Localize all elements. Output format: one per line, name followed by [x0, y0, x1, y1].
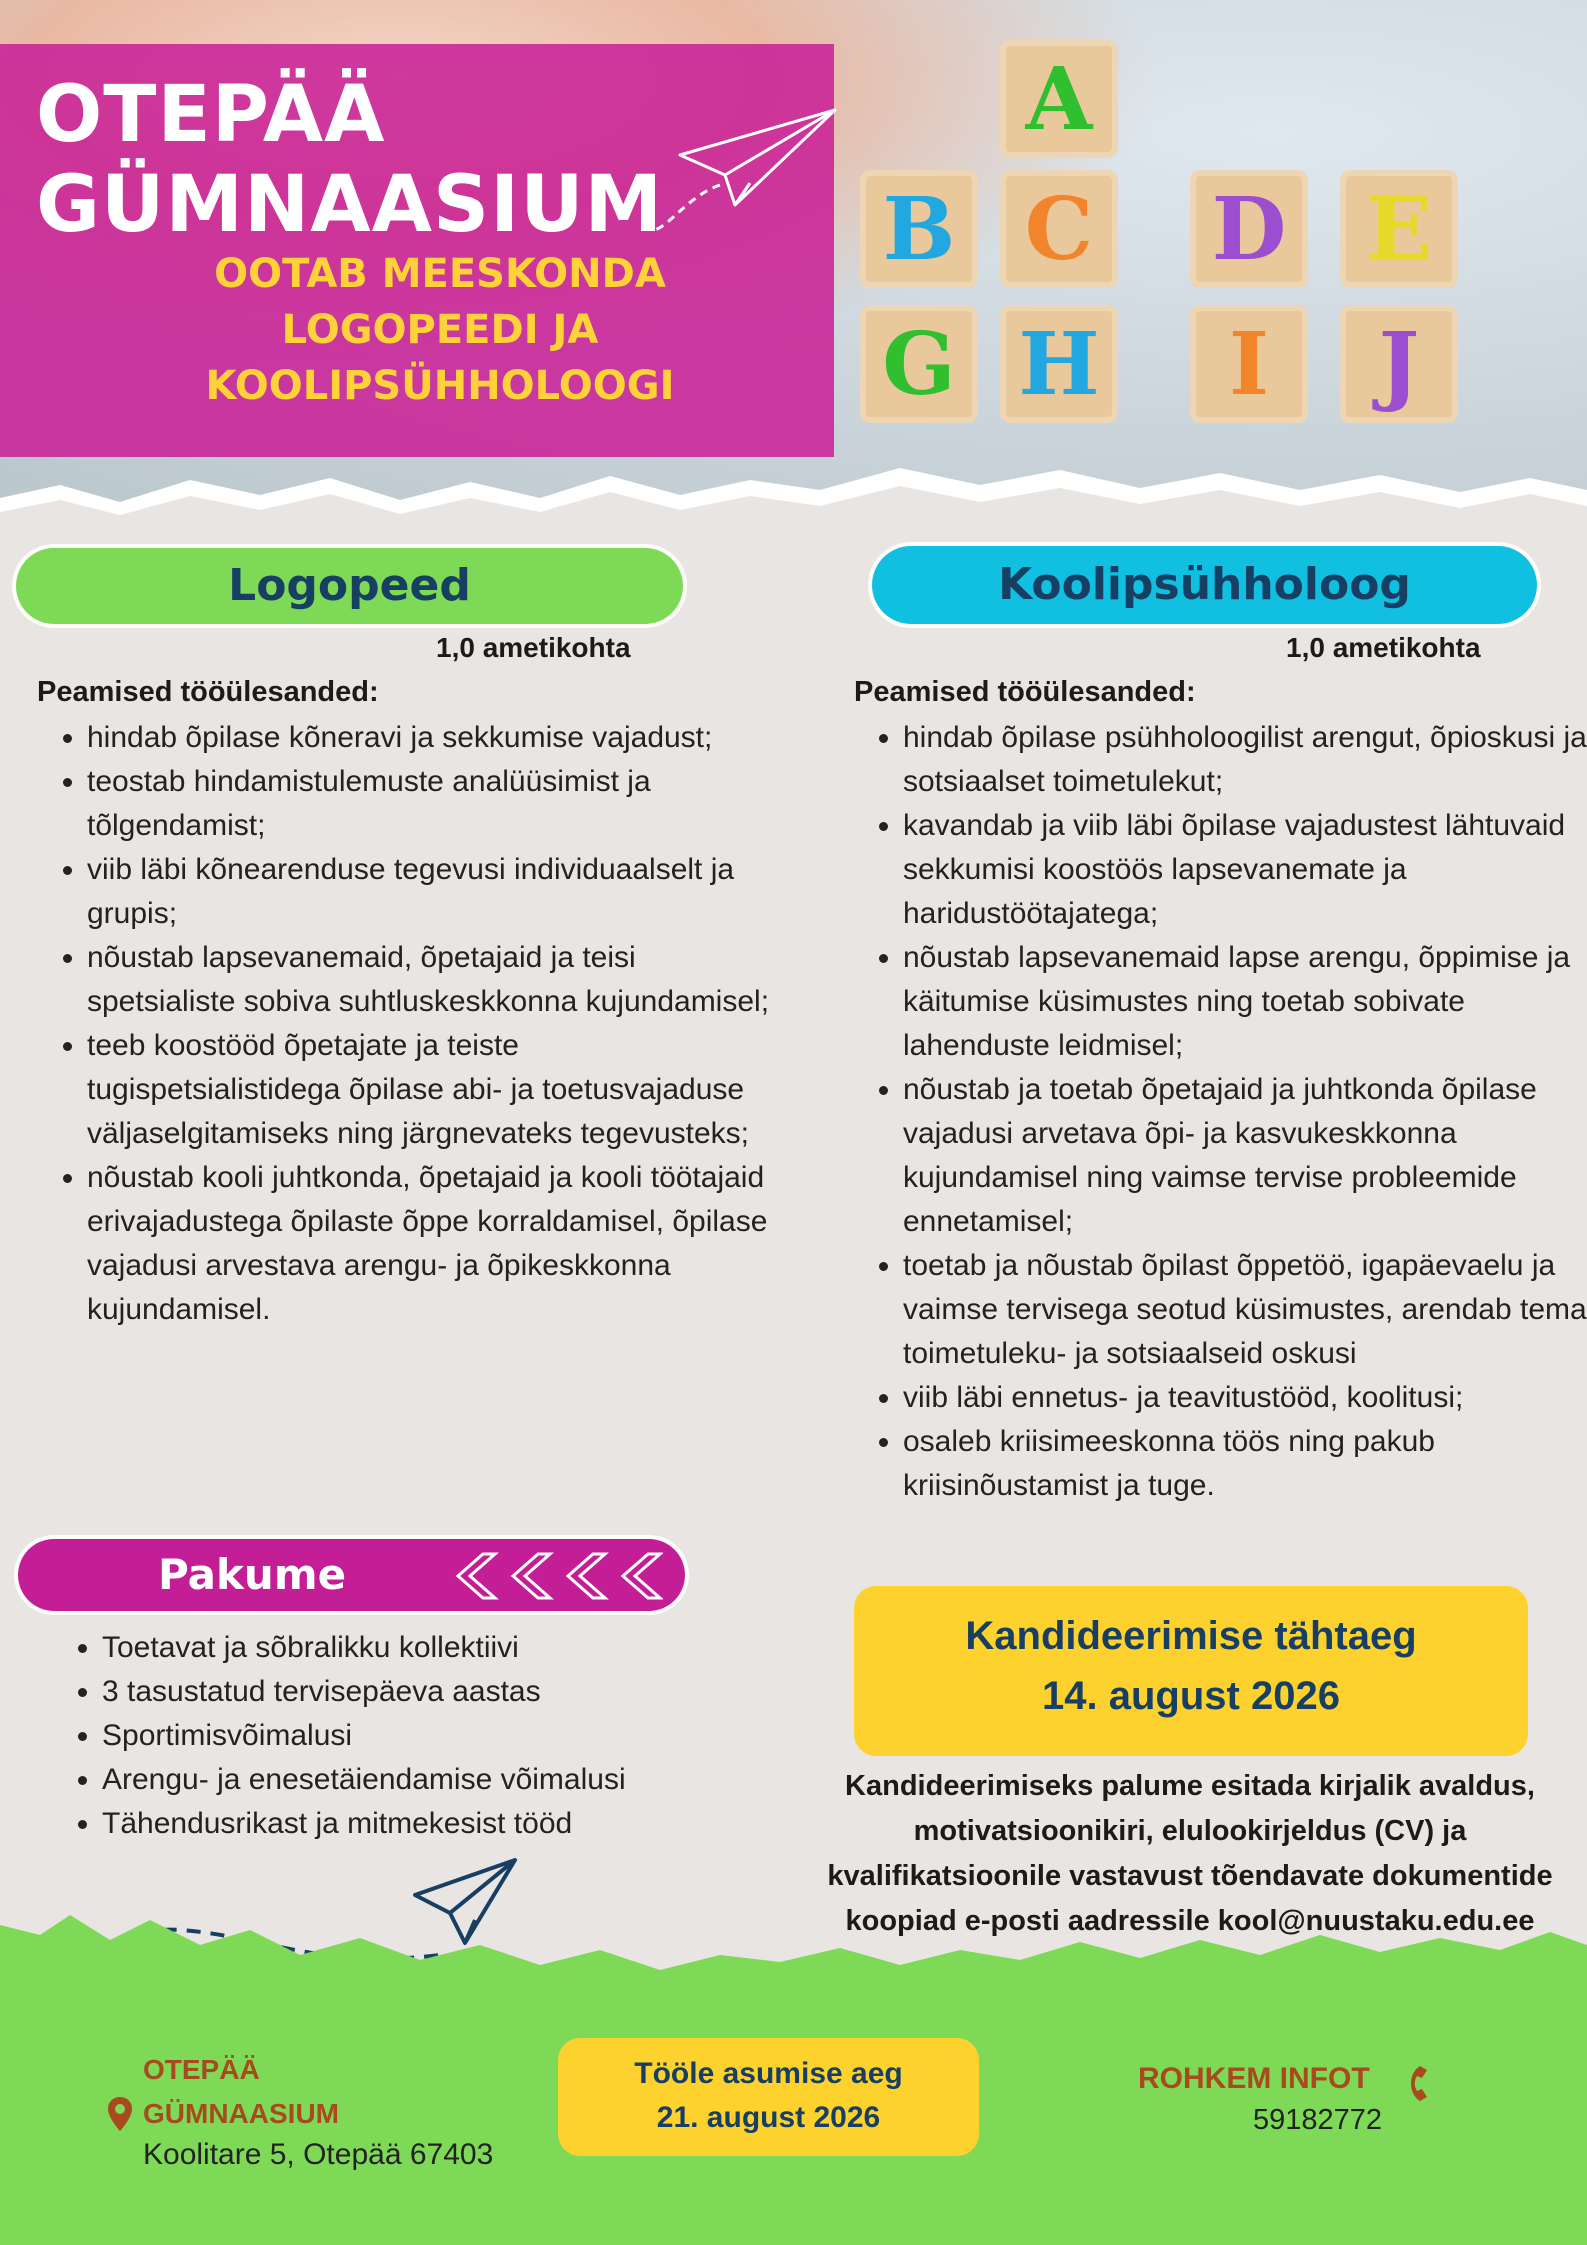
offer-list	[52, 1626, 792, 1846]
start-date-label: Tööle asumise aeg	[634, 2057, 903, 2090]
subtitle-line-3: KOOLIPSÜHHOLOOGI	[205, 363, 675, 409]
footer-name-line-2: GÜMNAASIUM	[143, 2098, 339, 2129]
block-j: J	[1340, 305, 1458, 423]
paper-plane-icon	[650, 105, 840, 235]
list-item: • Toetavat ja sõbralikku kollektiivi	[102, 1626, 792, 1670]
psych-duties-heading: Peamised tööülesanded:	[854, 676, 1196, 708]
list-item: • teostab hindamistulemuste analüüsimist ja tõlgendamist;	[87, 760, 777, 848]
phone-number[interactable]: 59182772	[1253, 2104, 1383, 2136]
list-item: • 3 tasustatud tervisepäeva aastas	[102, 1670, 792, 1714]
offer-heading	[18, 1539, 685, 1611]
deadline-date: 14. august 2026	[1042, 1674, 1340, 1718]
block-b: B	[860, 170, 978, 288]
block-d: D	[1190, 170, 1308, 288]
footer-school-name	[143, 2048, 339, 2136]
block-h: H	[1000, 305, 1118, 423]
list-item: • nõustab ja toetab õpetajaid ja juhtkonda õpilase vajadusi arvetava õpi- ja kasvukeskkonna kujundamisel ning vaimse tervise probleemide ennetamisel;	[903, 1068, 1587, 1244]
deadline-label: Kandideerimise tähtaeg	[965, 1614, 1417, 1658]
list-item: • viib läbi ennetus- ja teavitustööd, koolitusi;	[903, 1376, 1587, 1420]
block-a: A	[1000, 40, 1118, 158]
block-e: E	[1340, 170, 1458, 288]
list-item: • nõustab lapsevanemaid, õpetajaid ja teisi spetsialiste sobiva suhtluskeskkonna kujundamisel;	[87, 936, 777, 1024]
block-g: G	[860, 305, 978, 423]
logopeed-heading: Logopeed	[16, 548, 683, 624]
list-item: • osaleb kriisimeeskonna töös ning pakub kriisinõustamist ja tuge.	[903, 1420, 1587, 1508]
logopeed-fte: 1,0 ametikohta	[436, 632, 631, 663]
footer-name-line-1: OTEPÄÄ	[143, 2054, 260, 2085]
offer-heading-label: Pakume	[158, 1550, 347, 1599]
block-i: I	[1190, 305, 1308, 423]
list-item: • hindab õpilase kõneravi ja sekkumise vajadust;	[87, 716, 777, 760]
list-item: • Sportimisvõimalusi	[102, 1714, 792, 1758]
list-item: • viib läbi kõnearenduse tegevusi individuaalselt ja grupis;	[87, 848, 777, 936]
list-item: • Arengu- ja enesetäiendamise võimalusi	[102, 1758, 792, 1802]
title-line-1: OTEPÄÄ	[36, 70, 386, 160]
footer-address: Koolitare 5, Otepää 67403	[143, 2138, 494, 2171]
list-item: • kavandab ja viib läbi õpilase vajadustest lähtuvaid sekkumisi koostöös lapsevanemate ja haridustöötajatega;	[903, 804, 1587, 936]
list-item: • teeb koostööd õpetajate ja teiste tugispetsialistidega õpilase abi- ja toetusvajaduse väljaselgitamiseks ning järgnevateks tegevusteks;	[87, 1024, 777, 1156]
psych-fte: 1,0 ametikohta	[1286, 632, 1481, 663]
page-title	[36, 70, 663, 250]
chevrons-icon	[443, 1551, 663, 1601]
location-pin-icon	[107, 2096, 133, 2132]
more-info-label: ROHKEM INFOT	[1138, 2062, 1370, 2095]
list-item: • toetab ja nõustab õpilast õppetöö, igapäevaelu ja vaimse tervisega seotud küsimustes, arendab tema toimetuleku- ja sotsiaalseid oskusi	[903, 1244, 1587, 1376]
block-c: C	[1000, 170, 1118, 288]
application-instructions: Kandideerimiseks palume esitada kirjalik avaldus, motivatsioonikiri, elulookirjeldus (CV) ja kvalifikatsioonile vastavust tõendavate dokumentide koopiad e-posti aadressile kool@nuustaku.edu.ee	[827, 1770, 1553, 1937]
list-item: • hindab õpilase psühholoogilist arengut, õpioskusi ja sotsiaalset toimetulekut;	[903, 716, 1587, 804]
logopeed-duties-heading: Peamised tööülesanded:	[37, 676, 379, 708]
torn-paper-edge	[0, 440, 1587, 560]
start-date-box	[558, 2038, 979, 2156]
start-date-value: 21. august 2026	[656, 2101, 881, 2134]
logopeed-duties-list	[37, 716, 777, 1332]
psych-heading: Koolipsühholoog	[872, 546, 1537, 624]
phone-icon	[1400, 2064, 1430, 2102]
list-item: • nõustab kooli juhtkonda, õpetajaid ja kooli töötajaid erivajadustega õpilaste õppe korraldamisel, õpilase vajadusi arvestava arengu- ja õpikeskkonna kujundamisel.	[87, 1156, 777, 1332]
list-item: • Tähendusrikast ja mitmekesist tööd	[102, 1802, 792, 1846]
psych-duties-list	[853, 716, 1587, 1508]
title-line-2: GÜMNAASIUM	[36, 160, 664, 250]
subtitle-line-2: LOGOPEEDI JA	[281, 307, 599, 353]
deadline-box	[854, 1586, 1528, 1756]
subtitle-line-1: OOTAB MEESKONDA	[214, 251, 666, 297]
list-item: • nõustab lapsevanemaid lapse arengu, õppimise ja käitumise küsimustes ning toetab sobivate lahenduste leidmisel;	[903, 936, 1587, 1068]
page-subtitle	[190, 246, 690, 414]
